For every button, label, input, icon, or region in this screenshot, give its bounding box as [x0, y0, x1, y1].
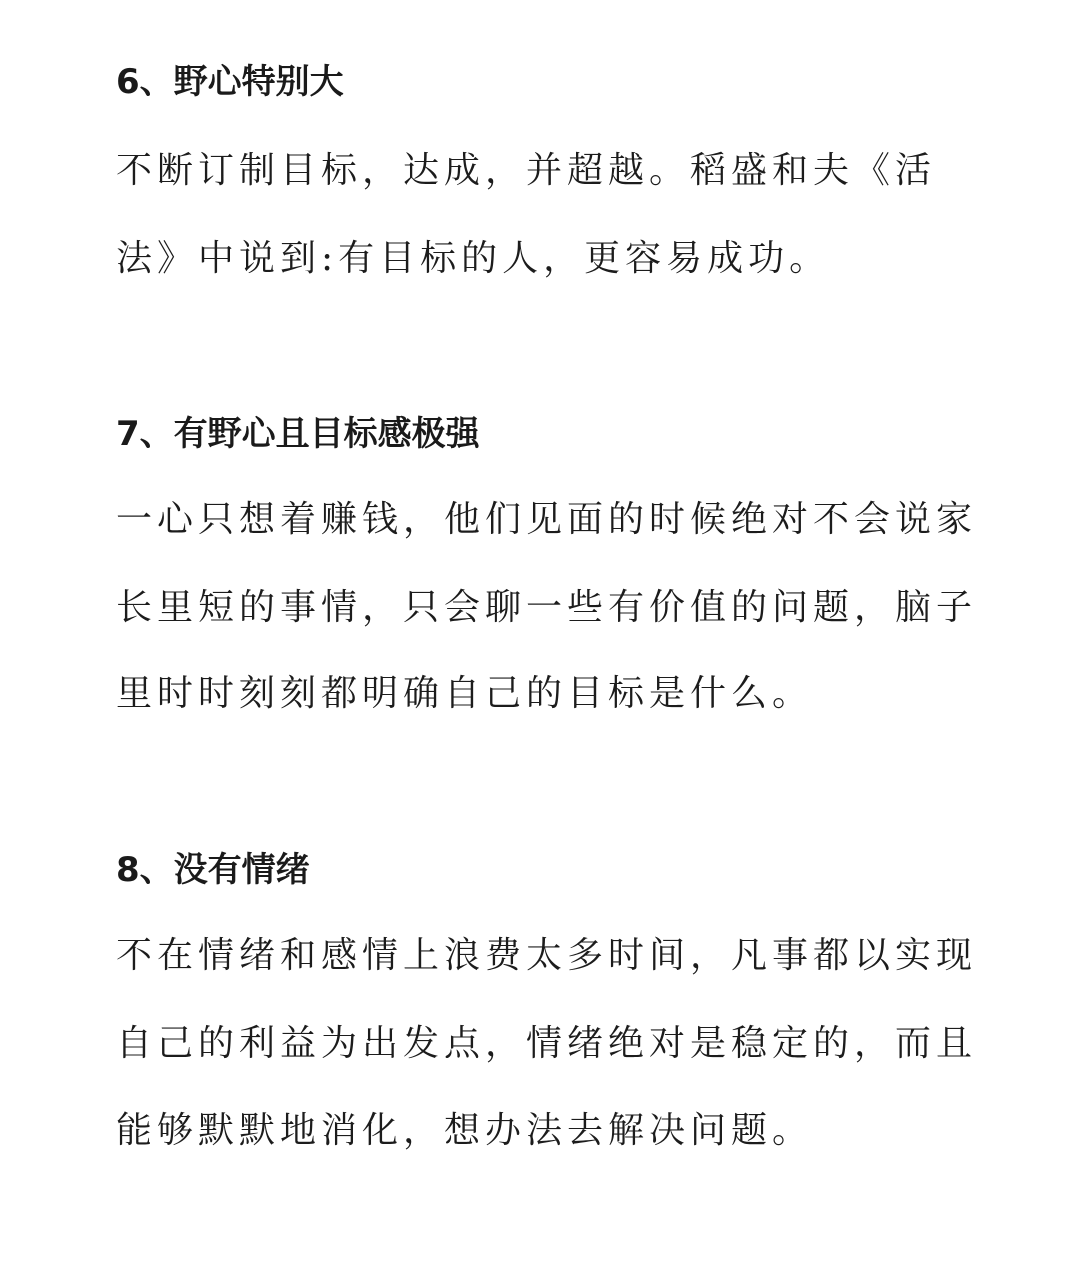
section-8-line-3: 能够默默地消化，想办法去解决问题。: [116, 1110, 814, 1151]
section-7-heading: 7、有野心且目标感极强: [116, 414, 480, 454]
section-6-line-1: 不断订制目标，达成，并超越。稻盛和夫《活: [116, 150, 937, 191]
section-7-line-2: 长里短的事情，只会聊一些有价值的问题，脑子: [116, 587, 978, 628]
section-6-heading: 6、野心特别大: [116, 62, 344, 102]
section-6-line-2: 法》中说到:有目标的人，更容易成功。: [116, 238, 831, 279]
section-8-line-2: 自己的利益为出发点，情绪绝对是稳定的，而且: [116, 1023, 978, 1064]
section-8-line-1: 不在情绪和感情上浪费太多时间，凡事都以实现: [116, 935, 978, 976]
section-7-line-3: 里时时刻刻都明确自己的目标是什么。: [116, 673, 814, 714]
section-8-heading: 8、没有情绪: [116, 850, 310, 890]
section-7-line-1: 一心只想着赚钱，他们见面的时候绝对不会说家: [116, 499, 978, 540]
